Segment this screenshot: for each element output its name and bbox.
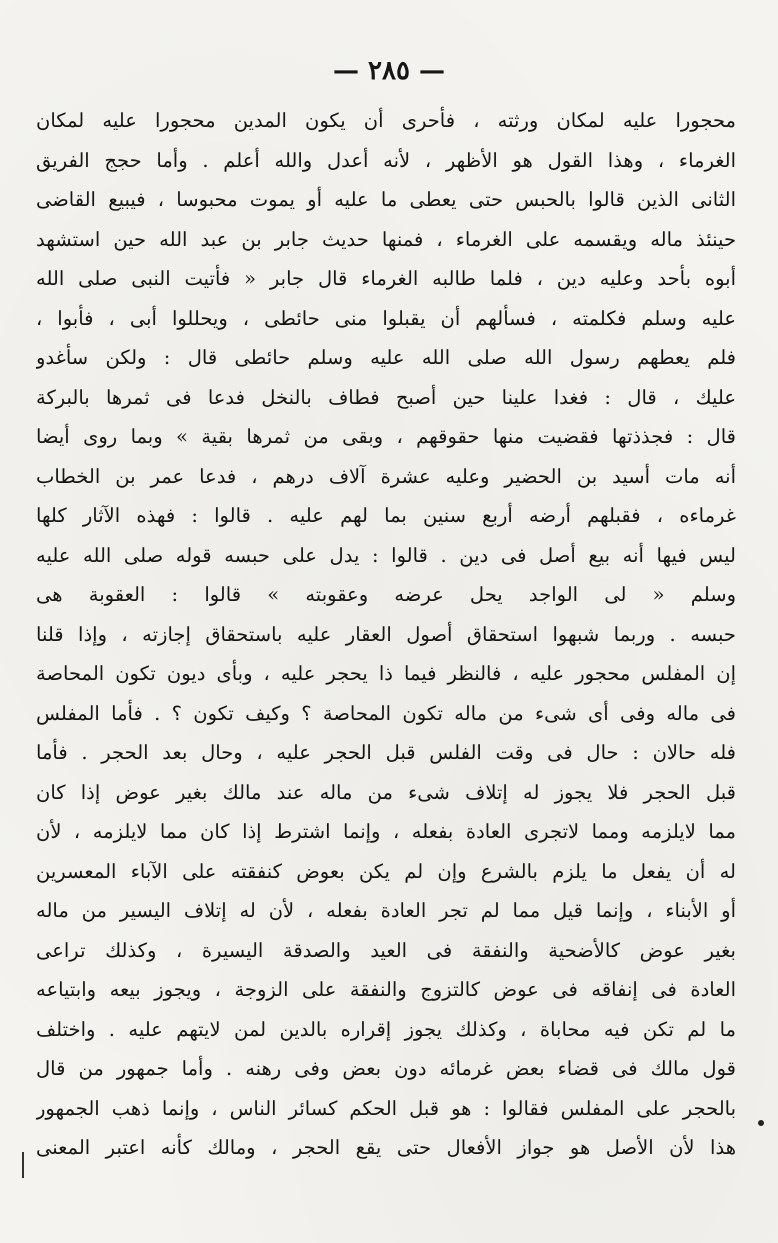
- text-line: مما لايلزمه ومما لاتجرى العادة بفعله ، وإنما اشترط إذا كان مما لايلزمه ، لأن: [36, 820, 736, 843]
- text-line: غرماءه ، فقبلهم أرضه أربع سنين بما لهم عليه . قالوا : فهذه الآثار كلها: [36, 504, 736, 527]
- text-line: وسلم « لى الواجد يحل عرضه وعقوبته » قالوا : العقوبة هى: [36, 583, 736, 606]
- text-line: عليه وسلم فكلمته ، فسألهم أن يقبلوا منى حائطى ، ويحللوا أبى ، فأبوا ،: [36, 306, 736, 330]
- text-line: أنه مات أسيد بن الحضير وعليه عشرة آلاف درهم ، فدعا عمر بن الخطاب: [36, 464, 736, 488]
- text-line: أو الأبناء ، وإنما قيل مما لم تجر العادة بفعله ، لأن له إتلاف اليسير من ماله: [36, 899, 736, 922]
- margin-dot: [758, 1120, 764, 1126]
- text-line: حبسه . وربما شبهوا استحقاق أصول العقار عليه باستحقاق إجازته ، وإذا قلنا: [36, 622, 736, 646]
- margin-bar: [22, 1152, 24, 1178]
- text-line: قول مالك فى قضاء بعض غرمائه دون بعض وفى رهنه . وأما جمهور من قال: [36, 1057, 736, 1080]
- text-line: قبل الحجر فلا يجوز له إتلاف شىء من ماله عند مالك بغير عوض إذا كان: [36, 780, 736, 804]
- text-line: الثانى الذين قالوا بالحبس حتى يعطى ما عليه أو يموت محبوسا ، فيبيع القاضى: [36, 188, 736, 211]
- page-number: — ٢٨٥ —: [332, 56, 446, 86]
- text-line: حينئذ ماله ويقسمه على الغرماء ، فمنها حديث جابر بن عبد الله حين استشهد: [36, 227, 736, 251]
- text-line: فله حالان : حال فى وقت الفلس قبل الحجر عليه ، وحال بعد الحجر . فأما: [36, 741, 736, 764]
- text-line: بغير عوض كالأضحية والنفقة فى العيد والصدقة اليسيرة ، وكذلك تراعى: [36, 938, 736, 962]
- text-line: بالحجر على المفلس فقالوا : هو قبل الحكم كسائر الناس ، وإنما ذهب الجمهور: [36, 1096, 736, 1120]
- text-line: أبوه بأحد وعليه دين ، فلما طالبه الغرماء قال جابر « فأتيت النبى صلى الله: [36, 267, 736, 290]
- text-line: فلم يعطهم رسول الله صلى الله عليه وسلم حائطى قال : ولكن سأغدو: [36, 346, 736, 369]
- text-line: الغرماء ، وهذا القول هو الأظهر ، لأنه أعدل والله أعلم . وأما حجج الفريق: [36, 148, 736, 172]
- body-text: [36, 101, 736, 1168]
- text-line: إن المفلس محجور عليه ، فالنظر فيما ذا يحجر عليه ، وبأى ديون تكون المحاصة: [36, 662, 736, 685]
- text-line: له أن يفعل ما يلزم بالشرع وإن لم يكن بعوض كنفقته على الآباء المعسرين: [36, 859, 736, 883]
- text-line: هذا لأن الأصل هو جواز الأفعال حتى يقع الحجر ، ومالك كأنه اعتبر المعنى: [36, 1136, 736, 1159]
- text-line: محجورا عليه لمكان ورثته ، فأحرى أن يكون المدين محجورا عليه لمكان: [36, 109, 736, 132]
- text-line: عليك ، قال : فغدا علينا حين أصبح فطاف بالنخل فدعا فى ثمرها بالبركة: [36, 385, 736, 409]
- text-line: قال : فجذذتها فقضيت منها حقوقهم ، وبقى من ثمرها بقية » وبما روى أيضا: [36, 425, 736, 448]
- text-line: ما لم تكن فيه محاباة ، وكذلك يجوز إقراره بالدين لمن لايتهم عليه . واختلف: [36, 1017, 736, 1041]
- text-line: ليس فيها أنه بيع أصل فى دين . قالوا : يدل على حبسه قوله صلى الله عليه: [36, 543, 736, 567]
- text-line: العادة فى إنفاقه فى عوض كالتزوج والنفقة على الزوجة ، ويجوز بيعه وابتياعه: [36, 978, 736, 1001]
- text-line: فى ماله وفى أى شىء من ماله تكون المحاصة ؟ وكيف تكون ؟ . فأما المفلس: [36, 701, 736, 725]
